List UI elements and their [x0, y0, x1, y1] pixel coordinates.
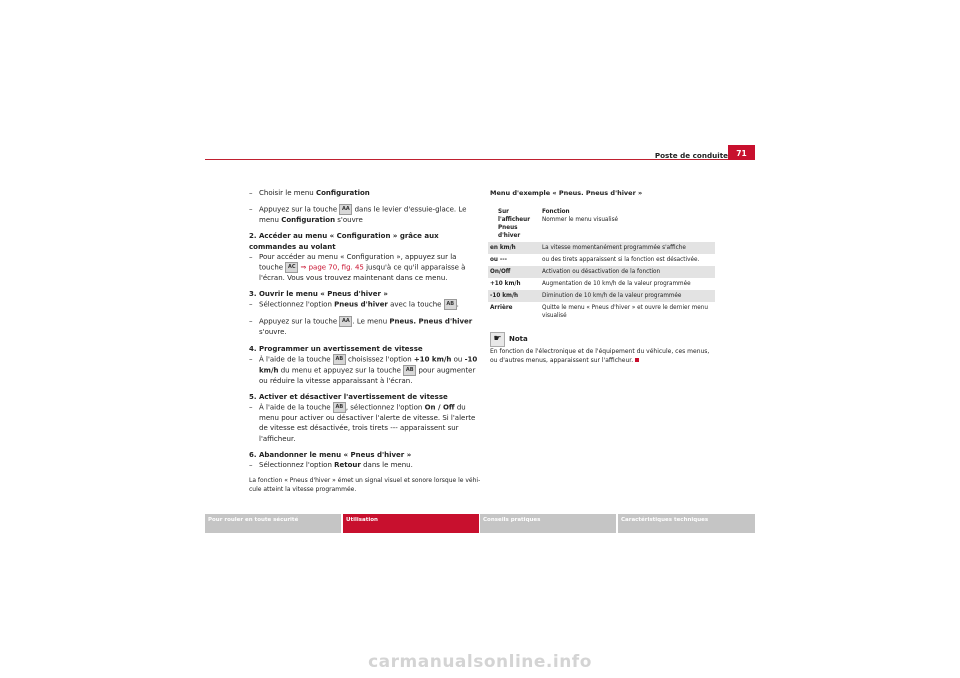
table-row: -10 km/h Diminution de 10 km/h de la valeur programmée	[488, 290, 715, 302]
table-header-row	[488, 206, 715, 242]
step-select-winter-tyres: – Sélectionnez l'option Pneus d'hiver avec la touche AB .	[249, 300, 459, 309]
footer-tab-safety[interactable]: Pour rouler en toute sécurité	[205, 514, 341, 533]
watermark: carmanualsonline.info	[368, 652, 592, 672]
key-ac-icon: AC	[285, 262, 298, 273]
key-ab-icon: AB	[333, 402, 346, 413]
step-exit-menu: – Sélectionnez l'option Retour dans le menu.	[249, 461, 413, 470]
table-row: On/Off Activation ou désactivation de la fonction	[488, 266, 715, 278]
step-press-aa: – Appuyez sur la touche AA dans le levier d'essuie-glace. Le menu Configuration s'ouvre	[249, 205, 467, 225]
table-row: ou --- ou des tirets apparaissent si la fonction est désactivée.	[490, 257, 700, 264]
table-header-function: Fonction Nommer le menu visualisé	[542, 209, 619, 224]
step-toggle-alert: – À l'aide de la touche AB , sélectionnez l'option On / Off du menu pour activer ou désactiver l'alerte de vitesse. Si l'alerte de vitesse est désactivée, trois tirets --- apparaissent sur l'afficheur.	[249, 403, 476, 443]
table-row: en km/h La vitesse momentanément programmée s'affiche	[488, 242, 715, 254]
end-of-section-icon	[635, 358, 639, 362]
page-reference-link[interactable]: ⇒ page 70, fig. 45	[298, 263, 364, 272]
step-steering-controls: – Pour accéder au menu « Configuration », appuyez sur la touche AC ⇒ page 70, fig. 45 jusqu'à ce qu'il apparaisse à l'écran. Vous vous trouvez maintenant dans ce menu.	[249, 252, 466, 283]
step-program-speed: – À l'aide de la touche AB choisissez l'option +10 km/h ou -10 km/h du menu et appuyez sur la touche AB pour augmenter ou réduire la vitesse apparaissant à l'écran.	[249, 354, 478, 385]
table-header-display: Sur l'afficheur Pneus d'hiver	[498, 209, 531, 240]
key-ab-icon: AB	[333, 354, 346, 365]
section-heading-3: 3. Ouvrir le menu « Pneus d'hiver »	[249, 290, 388, 299]
section-heading-5: 5. Activer et désactiver l'avertissement de vitesse	[249, 393, 448, 402]
section-heading-4: 4. Programmer un avertissement de vitesse	[249, 344, 423, 353]
figure-caption: La fonction « Pneus d'hiver » émet un signal visuel et sonore lorsque le véhi-cule atteint la vitesse programmée.	[249, 477, 481, 493]
footer-tab-practical-tips[interactable]: Conseils pratiques	[480, 514, 616, 533]
note-heading: ☛ Nota	[490, 332, 715, 347]
page-header-title: Poste de conduite	[654, 151, 728, 160]
footer-tab-technical-data[interactable]: Caractéristiques techniques	[618, 514, 755, 533]
winter-tyres-menu-table	[488, 206, 715, 322]
key-aa-icon: AA	[339, 204, 352, 215]
page-number-badge: 71	[728, 145, 755, 160]
step-open-menu: – Appuyez sur la touche AA . Le menu Pneus. Pneus d'hiver s'ouvre.	[249, 317, 473, 337]
key-ab-icon: AB	[444, 299, 457, 310]
table-row: +10 km/h Augmentation de 10 km/h de la valeur programmée	[490, 281, 691, 288]
table-title: Menu d'exemple « Pneus. Pneus d'hiver »	[490, 189, 643, 197]
footer-tab-operation[interactable]: Utilisation	[343, 514, 479, 533]
note-hand-icon: ☛	[490, 332, 505, 347]
note-text: En fonction de l'électronique et de l'équipement du véhicule, ces menus, ou d'autres menus, apparaissent sur l'afficheur.	[490, 348, 710, 364]
step-choose-configuration: – Choisir le menu Configuration	[249, 189, 370, 197]
key-aa-icon: AA	[339, 316, 352, 327]
section-heading-6: 6. Abandonner le menu « Pneus d'hiver »	[249, 450, 412, 459]
table-row: Arrière Quitte le menu « Pneus d'hiver » et ouvre le dernier menu visualisé	[490, 305, 708, 320]
right-column	[490, 188, 715, 365]
key-ab-icon: AB	[403, 365, 416, 376]
section-heading-2: 2. Accéder au menu « Configuration » grâce aux commandes au volant	[249, 232, 439, 251]
note-box	[490, 332, 715, 365]
left-column	[249, 188, 481, 494]
